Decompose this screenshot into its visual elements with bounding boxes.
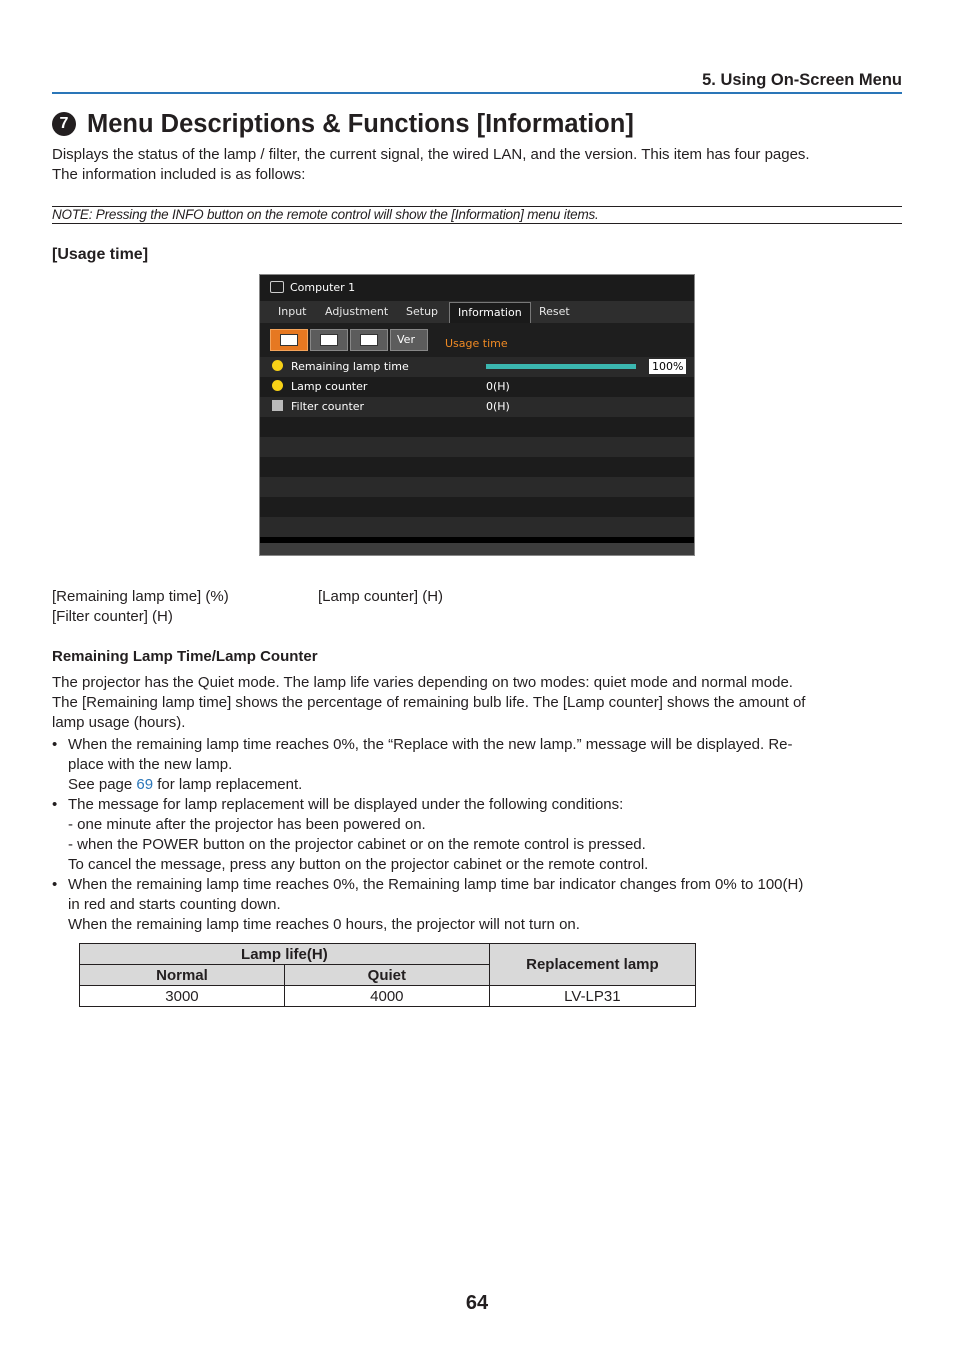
paragraph-line: The [Remaining lamp time] shows the percentage of remaining bulb life. The [Lamp counter] shows the amount of: [52, 694, 806, 711]
intro-line: Displays the status of the lamp / filter, the current signal, the wired LAN, and the version. This item has four pages.: [52, 146, 810, 163]
osd-empty-row: [260, 457, 694, 477]
osd-tab-information[interactable]: Information: [449, 302, 531, 323]
osd-empty-row: [260, 417, 694, 437]
quiet-header: Quiet: [284, 965, 489, 986]
list-item: [52, 795, 907, 875]
bullet-line: • The message for lamp replacement will be displayed under the following conditions:: [68, 796, 624, 813]
computer-icon: [270, 281, 284, 293]
osd-row-label: Filter counter: [291, 400, 365, 413]
lamp-section-paragraph: [52, 673, 912, 733]
osd-empty-row: [260, 437, 694, 457]
table-row: [80, 986, 696, 1007]
osd-tab-reset[interactable]: Reset: [539, 305, 570, 318]
osd-empty-row: [260, 497, 694, 517]
units-filter: [Filter counter] (H): [52, 608, 173, 625]
osd-bottom-bar: [260, 543, 694, 556]
lamp-icon: [272, 380, 283, 391]
osd-empty-row: [260, 477, 694, 497]
see-page-line: [68, 775, 907, 795]
section-header: [52, 70, 902, 94]
units-lamp: [Lamp counter] (H): [318, 588, 444, 605]
replacement-lamp-header: Replacement lamp: [489, 944, 695, 986]
note: NOTE: Pressing the INFO button on the remote control will show the [Information] menu items.: [52, 206, 902, 224]
bullet-line: • When the remaining lamp time reaches 0%, the Remaining lamp time bar indicator changes from 0% to 100(H): [68, 876, 804, 893]
osd-tab-adjustment[interactable]: Adjustment: [325, 305, 389, 318]
osd-row-value: 0(H): [486, 380, 510, 393]
lan-icon: [360, 334, 378, 346]
see-page-suffix: for lamp replacement.: [153, 776, 303, 793]
page-69-link[interactable]: 69: [136, 776, 154, 793]
usage-time-heading: [Usage time]: [52, 246, 149, 263]
osd-page-label: Usage time: [445, 337, 508, 350]
bullet-line: When the remaining lamp time reaches 0 hours, the projector will not turn on.: [68, 916, 580, 933]
osd-row-value: 0(H): [486, 400, 510, 413]
see-page-prefix: See page: [68, 776, 137, 793]
osd-page-source[interactable]: [310, 329, 348, 351]
remaining-lamp-bar: [486, 364, 636, 369]
lamp-section-heading: Remaining Lamp Time/Lamp Counter: [52, 648, 318, 665]
osd-page-usage-time[interactable]: [270, 329, 308, 351]
list-item: [52, 875, 907, 935]
paragraph-line: The projector has the Quiet mode. The lamp life varies depending on two modes: quiet mode and normal mode.: [52, 674, 793, 691]
osd-source-label: Computer 1: [290, 281, 356, 294]
title-text: Menu Descriptions & Functions [Information]: [87, 109, 634, 138]
paragraph-line: lamp usage (hours).: [52, 714, 186, 731]
osd-page-bar: [260, 323, 694, 357]
osd-tab-bar: [260, 301, 694, 323]
intro-paragraph: [52, 145, 912, 185]
bullet-line: - when the POWER button on the projector cabinet or on the remote control is pressed.: [68, 836, 646, 853]
section-title: 5. Using On-Screen Menu: [702, 71, 902, 89]
osd-title-bar: [260, 275, 694, 301]
lamp-notes-list: [52, 735, 907, 935]
osd-row-label: Remaining lamp time: [291, 360, 409, 373]
lamp-life-table: [79, 943, 696, 1007]
osd-row-lamp-counter: [260, 377, 694, 397]
bullet-line: To cancel the message, press any button on the projector cabinet or the remote control.: [68, 856, 649, 873]
intro-line: The information included is as follows:: [52, 166, 306, 183]
osd-empty-row: [260, 517, 694, 537]
bullet-line: • When the remaining lamp time reaches 0%, the “Replace with the new lamp.” message will be displayed. Re-: [68, 736, 793, 753]
osd-menu-screenshot: [259, 274, 695, 556]
osd-page-version[interactable]: [390, 329, 428, 351]
osd-tab-setup[interactable]: Setup: [406, 305, 439, 318]
filter-icon: [272, 400, 283, 411]
lamp-life-header: Lamp life(H): [80, 944, 490, 965]
list-item: [52, 735, 907, 795]
bullet-line: in red and starts counting down.: [68, 896, 281, 913]
lamp-icon: [272, 360, 283, 371]
bullet-line: place with the new lamp.: [68, 756, 233, 773]
osd-page-wired-lan[interactable]: [350, 329, 388, 351]
osd-row-label: Lamp counter: [291, 380, 368, 393]
osd-row-remaining-lamp-time: [260, 357, 694, 377]
title-number-badge: 7: [52, 112, 76, 136]
replacement-value: LV-LP31: [489, 986, 695, 1007]
page-number: 64: [465, 1292, 489, 1314]
osd-tab-input[interactable]: Input: [278, 305, 307, 318]
version-icon: Ver: [397, 333, 415, 346]
usage-time-icon: [280, 334, 298, 346]
page-title: [52, 106, 634, 142]
osd-row-filter-counter: [260, 397, 694, 417]
remaining-lamp-percent: 100%: [649, 359, 686, 374]
units-remaining: [Remaining lamp time] (%): [52, 588, 229, 605]
normal-value: 3000: [80, 986, 285, 1007]
bullet-line: - one minute after the projector has been powered on.: [68, 816, 426, 833]
normal-header: Normal: [80, 965, 285, 986]
quiet-value: 4000: [284, 986, 489, 1007]
source-icon: [320, 334, 338, 346]
